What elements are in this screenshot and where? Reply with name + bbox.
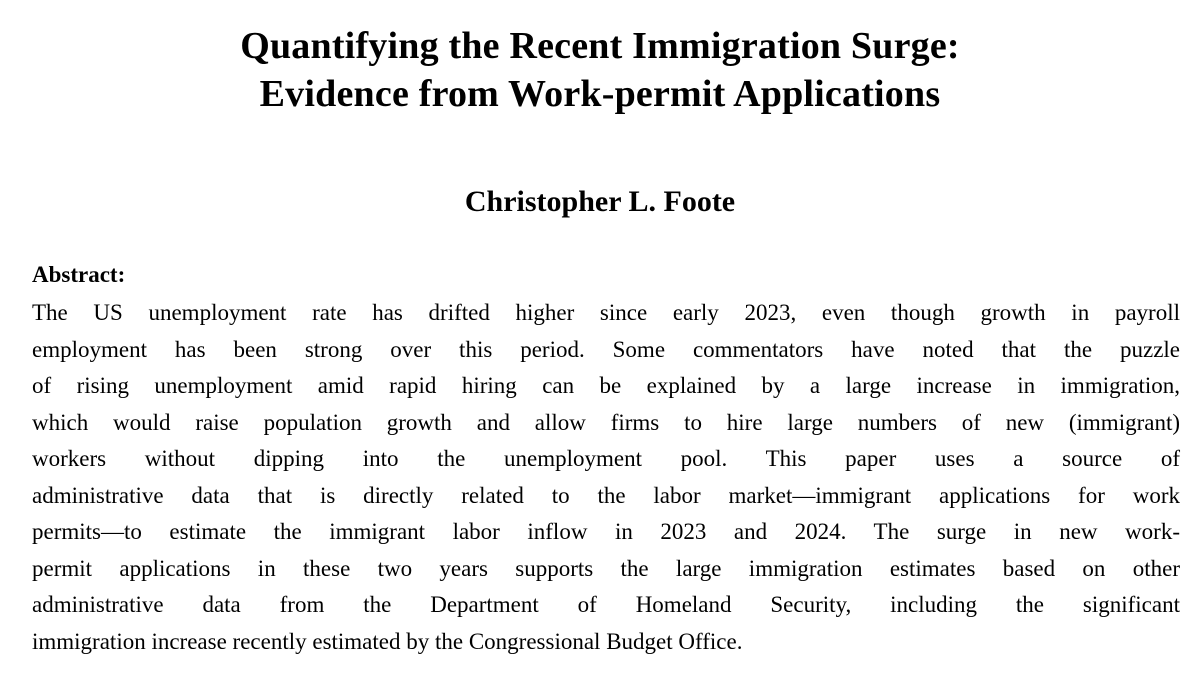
abstract-heading: Abstract:: [32, 262, 126, 287]
abstract-line: which would raise population growth and allow firms to hire large numbers of new (immigrant): [32, 409, 1180, 435]
paper-title: [0, 22, 1200, 118]
abstract-line: of rising unemployment amid rapid hiring can be explained by a large increase in immigration,: [32, 373, 1180, 398]
abstract-body: [32, 295, 1180, 660]
author-name: Christopher L. Foote: [464, 185, 736, 218]
abstract-line: employment has been strong over this period. Some commentators have noted that the puzzle: [32, 336, 1180, 362]
abstract-line: permit applications in these two years supports the large immigration estimates based on other: [32, 555, 1180, 581]
abstract-line: workers without dipping into the unemployment pool. This paper uses a source of: [32, 446, 1180, 471]
abstract-line: permits—to estimate the immigrant labor inflow in 2023 and 2024. The surge in new work-: [32, 519, 1180, 544]
paper-title-line-2: Evidence from Work-permit Applications: [259, 73, 941, 115]
abstract-line: immigration increase recently estimated by the Congressional Budget Office.: [32, 628, 743, 654]
abstract-line: The US unemployment rate has drifted higher since early 2023, even though growth in payroll: [32, 300, 1180, 325]
paper-title-line-1: Quantifying the Recent Immigration Surge:: [240, 25, 960, 67]
abstract-line: administrative data from the Department of Homeland Security, including the significant: [32, 592, 1180, 617]
abstract-line: administrative data that is directly related to the labor market—immigrant applications for work: [32, 482, 1180, 508]
